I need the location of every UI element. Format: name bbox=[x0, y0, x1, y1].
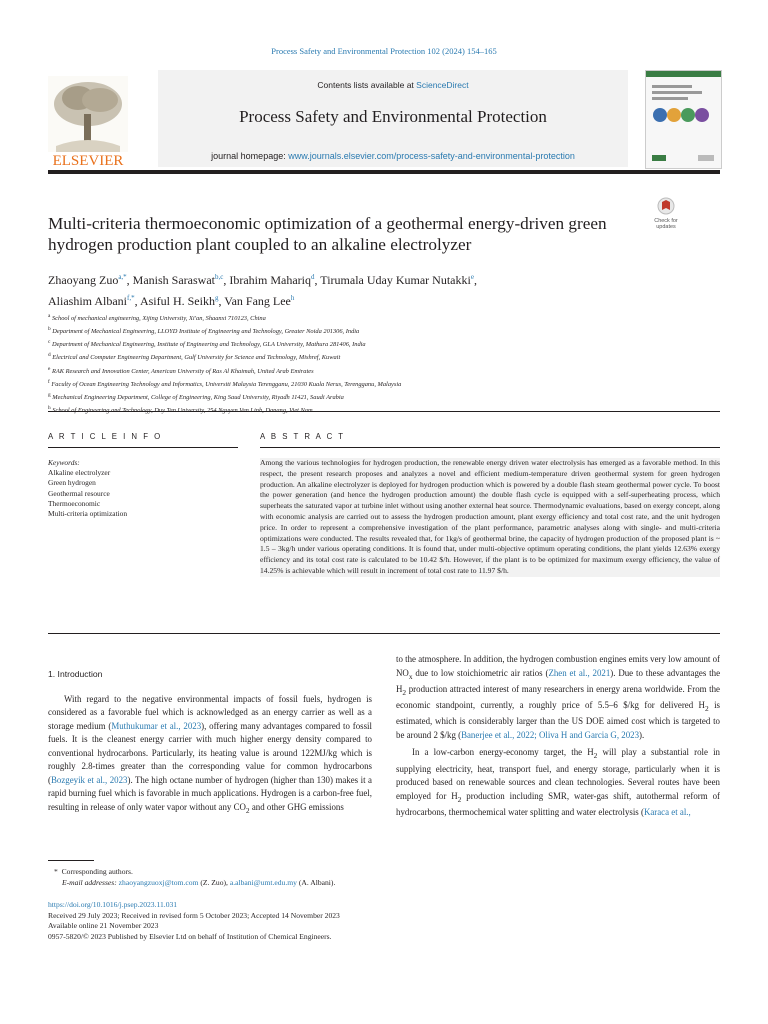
reference-link[interactable]: Muthukumar et al., 2023 bbox=[111, 720, 202, 731]
affiliation-item bbox=[48, 337, 720, 350]
check-updates-line2: updates bbox=[656, 224, 676, 230]
reference-link[interactable]: Zhen et al., 2021 bbox=[548, 667, 611, 678]
abstract-text: Among the various technologies for hydrogen production, the renewable energy driven water electrolysis has emerged as a favorable method. In this respect, the present research proposes and analyzes a novel and efficient medium-temperature driven geothermal system for green hydrogen production. An alkaline electrolyzer is deployed for hydrogen production which is powered by a double flash steam geothermal power cycle. To boost the power generation (and hence the hydrogen production amount) the double flash cycle is equipped with a self-superheating process, which superheats the saturated vapor at turbine inlet without using another external heat source. Thermodynamic evaluations, based on exergy concept, along with economic analysis are carried out to assess the hydrogen production amount, plant exergy efficiency and total cost rate, and the unit hydrogen price. In order to represent a comprehensive investigation of the plant performance, parametric analyses along with single- and multi-criteria optimizations were conducted. The results revealed that, for 1kg/s of geothermal brine, the capacity of hydrogen production of the proposed plant is ~ 1.5 – 3kg/h under various operating conditions. It is found that, under multi-objective optimum operating conditions, the plant yields 12.63% exergy efficiency and its total cost rate is calculated to be 10.42 $/h. However, if the plant is to be optimized for maximum exergy efficiency, the value of 14.25% is achievable which will result in increment of total cost rate to 11.97 $/h. bbox=[260, 458, 720, 575]
keyword-item: Green hydrogen bbox=[48, 478, 96, 488]
copyright: 0957-5820/© 2023 Published by Elsevier Ltd on behalf of Institution of Chemical Engineers. bbox=[48, 931, 332, 941]
reference-link[interactable]: Bozgeyik et al., 2023 bbox=[50, 774, 128, 785]
keyword-item: Alkaline electrolyzer bbox=[48, 468, 111, 478]
affiliation-text: Electrical and Computer Engineering Department, Gulf University for Science and Technology, Mishref, Kuwait bbox=[52, 354, 341, 362]
affiliation-item bbox=[48, 311, 720, 324]
check-updates-icon bbox=[648, 196, 684, 232]
footnotes bbox=[48, 866, 720, 888]
journal-cover-image[interactable] bbox=[645, 70, 722, 169]
author-separator: , bbox=[126, 273, 133, 287]
intro-paragraph-2: In a low-carbon energy-economy target, the $H_2$ will play a substantial role in supplying electricity, heat, transport fuel, and energy storage, particularly when it is produced based on renewable sources and clean technologies. Several routes have been employed for $H_2$ production including SMR, water-gas shift, autothermal reform of hydrocarbons, thermochemical water splitting and water electrolysis (Karaca et al., bbox=[396, 747, 720, 817]
contents-prefix: Contents lists available at bbox=[317, 80, 417, 90]
affiliation-text: Faculty of Ocean Engineering Technology and Informatics, Universiti Malaysia Terengganu, 21030 Kuala Nerus, Terengganu, Malaysia bbox=[51, 380, 402, 388]
intro-paragraph-continued: to the atmosphere. In addition, the hydrogen combustion engines emits very low amount of $NO_x$ due to low stoichiometric air ratios (Zhen et al., 2021). Due to these advantages the $H_2$ production attracted interest of many researchers in energy arena worldwide. From the economic standpoint, currently, a roughly price of 5.5–6 $/kg for delivered $H_2$ is estimated, which is considerably larger than the US DOE aimed cost which is targeted to be around 2 $/kg (Banerjee et al., 2022; Oliva H and Garcia G, 2023). bbox=[396, 654, 721, 740]
affiliation-marker: c bbox=[48, 339, 51, 346]
affiliation-text: Department of Mechanical Engineering, Institute of Engineering and Technology, GLA University, Mathura 281406, India bbox=[51, 341, 366, 349]
reference-link[interactable]: Karaca et al., bbox=[643, 806, 691, 817]
keyword-item: Multi-criteria optimization bbox=[48, 509, 128, 519]
author-name[interactable]: Aliashim Albani bbox=[48, 294, 127, 308]
affiliation-marker: h bbox=[48, 404, 51, 411]
keyword-item: Geothermal resource bbox=[48, 488, 110, 498]
author-separator: , bbox=[473, 273, 477, 287]
affiliation-item bbox=[48, 390, 720, 403]
affiliation-marker: f bbox=[48, 378, 50, 385]
keyword-item: Thermoeconomic bbox=[48, 498, 101, 508]
email-link[interactable]: a.albani@umt.edu.my bbox=[229, 878, 297, 887]
article-meta bbox=[48, 900, 720, 942]
author-affiliation-marker[interactable]: f,* bbox=[127, 294, 135, 302]
affiliation-marker: d bbox=[48, 352, 51, 359]
author-separator: , bbox=[134, 294, 140, 308]
contents-line bbox=[158, 80, 628, 90]
corresponding-note: * Corresponding authors. bbox=[54, 867, 133, 876]
affiliation-marker: e bbox=[48, 365, 51, 372]
elsevier-logo[interactable] bbox=[48, 76, 128, 168]
affiliation-text: Department of Mechanical Engineering, LLOYD Institute of Engineering and Technology, Greater Noida 201306, India bbox=[52, 328, 360, 336]
author-affiliation-marker[interactable]: h bbox=[290, 294, 295, 302]
online-date: Available online 21 November 2023 bbox=[48, 921, 159, 930]
reference-link[interactable]: Banerjee et al., 2022; Oliva H and Garcia G, 2023 bbox=[461, 729, 640, 740]
author-affiliation-marker[interactable]: b,c bbox=[215, 273, 224, 281]
journal-name: Process Safety and Environmental Protection bbox=[239, 107, 547, 126]
author-name[interactable]: Ibrahim Mahariq bbox=[229, 273, 311, 287]
article-title: Multi-criteria thermoeconomic optimization of a geothermal energy-driven green hydrogen production plant coupled to an alkaline electrolyzer bbox=[48, 214, 607, 254]
elsevier-tree-icon bbox=[48, 76, 128, 168]
affiliation-text: RAK Research and Innovation Center, American University of Ras Al Khaimah, United Arab Emirates bbox=[51, 367, 314, 375]
author-affiliation-marker[interactable]: d bbox=[311, 273, 315, 281]
author-list bbox=[48, 268, 688, 310]
author-name[interactable]: Van Fang Lee bbox=[224, 294, 291, 308]
elsevier-wordmark: ELSEVIER bbox=[52, 153, 124, 168]
email-link[interactable]: zhaoyangzuoxj@tom.com bbox=[118, 878, 199, 887]
cover-art-icon bbox=[646, 71, 721, 168]
affiliation-divider bbox=[48, 411, 720, 412]
affiliation-item bbox=[48, 403, 720, 416]
affiliation-item bbox=[48, 364, 720, 377]
abstract-heading-rule bbox=[260, 447, 720, 448]
homepage-link[interactable]: www.journals.elsevier.com/process-safety-and-environmental-protection bbox=[288, 151, 575, 161]
author-affiliation-marker[interactable]: a,* bbox=[118, 273, 127, 281]
author-name[interactable]: Manish Saraswat bbox=[132, 273, 215, 287]
doi-link[interactable]: https://doi.org/10.1016/j.psep.2023.11.031 bbox=[48, 900, 178, 909]
keywords-label: Keywords: bbox=[48, 458, 80, 467]
affiliation-item bbox=[48, 377, 720, 390]
info-heading-rule bbox=[48, 447, 238, 448]
journal-header-box bbox=[158, 70, 628, 167]
author-name[interactable]: Asiful H. Seikh bbox=[139, 294, 215, 308]
author-name[interactable]: Tirumala Uday Kumar Nutakki bbox=[320, 273, 471, 287]
affiliation-list bbox=[48, 311, 720, 416]
body-column-right bbox=[396, 653, 720, 819]
abstract-heading: A B S T R A C T bbox=[260, 432, 346, 441]
affiliation-marker: g bbox=[48, 391, 51, 398]
author-separator: , bbox=[314, 273, 321, 287]
masthead-divider bbox=[48, 170, 720, 174]
author-name[interactable]: Zhaoyang Zuo bbox=[48, 273, 119, 287]
author-separator: , bbox=[218, 294, 225, 308]
author-affiliation-marker[interactable]: e bbox=[470, 273, 474, 281]
section-heading: 1. Introduction bbox=[48, 669, 103, 679]
footnote-rule bbox=[48, 860, 94, 861]
abstract-divider bbox=[48, 633, 720, 634]
affiliation-text: School of mechanical engineering, Xijing University, Xi'an, Shaanxi 710123, China bbox=[51, 315, 266, 323]
author-separator: , bbox=[223, 273, 230, 287]
journal-masthead bbox=[48, 70, 628, 167]
affiliation-item bbox=[48, 324, 720, 337]
body-column-left bbox=[48, 668, 372, 817]
journal-citation[interactable]: Process Safety and Environmental Protection 102 (2024) 154–165 bbox=[271, 46, 497, 56]
email-note: E-mail addresses: zhaoyangzuoxj@tom.com (Z. Zuo), a.albani@umt.edu.my (A. Albani). bbox=[62, 878, 336, 887]
check-for-updates-button[interactable] bbox=[648, 196, 684, 232]
article-info-heading: A R T I C L E I N F O bbox=[48, 432, 163, 441]
keywords-block bbox=[48, 458, 238, 519]
affiliation-marker: b bbox=[48, 326, 51, 333]
check-updates-line1: Check for bbox=[654, 218, 678, 224]
sciencedirect-link[interactable]: ScienceDirect bbox=[416, 80, 469, 90]
affiliation-text: Mechanical Engineering Department, College of Engineering, King Saud University, Riyadh 11421, Saudi Arabia bbox=[52, 393, 344, 401]
homepage-prefix: journal homepage: bbox=[211, 151, 289, 161]
author-affiliation-marker[interactable]: g bbox=[214, 294, 219, 302]
received-dates: Received 29 July 2023; Received in revised form 5 October 2023; Accepted 14 November 2023 bbox=[48, 910, 340, 920]
intro-paragraph: With regard to the negative environmental impacts of fossil fuels, hydrogen is considered as a favorable fuel which is acknowledged as an energy carrier as well as a storage medium (Muthukumar et al., 2023), offering many advantages compared to fossil fuels. It is the cleanest energy carrier with much higher energy density compared to conventional hydrocarbons. Particularly, its heating value is around 122MJ/kg which is roughly 2.8-times greater than the corresponding value for common hydrocarbons (Bozgeyik et al., 2023). The high octane number of hydrogen (higher than 130) makes it a rapid burning fuel which is favorable in much applications. Hydrogen is a carbon-free fuel, resulting in release of only water vapor without any $CO_2$ and other GHG emissions bbox=[48, 693, 372, 815]
affiliation-marker: a bbox=[48, 313, 51, 319]
affiliation-item bbox=[48, 350, 720, 363]
homepage-line bbox=[158, 151, 628, 161]
